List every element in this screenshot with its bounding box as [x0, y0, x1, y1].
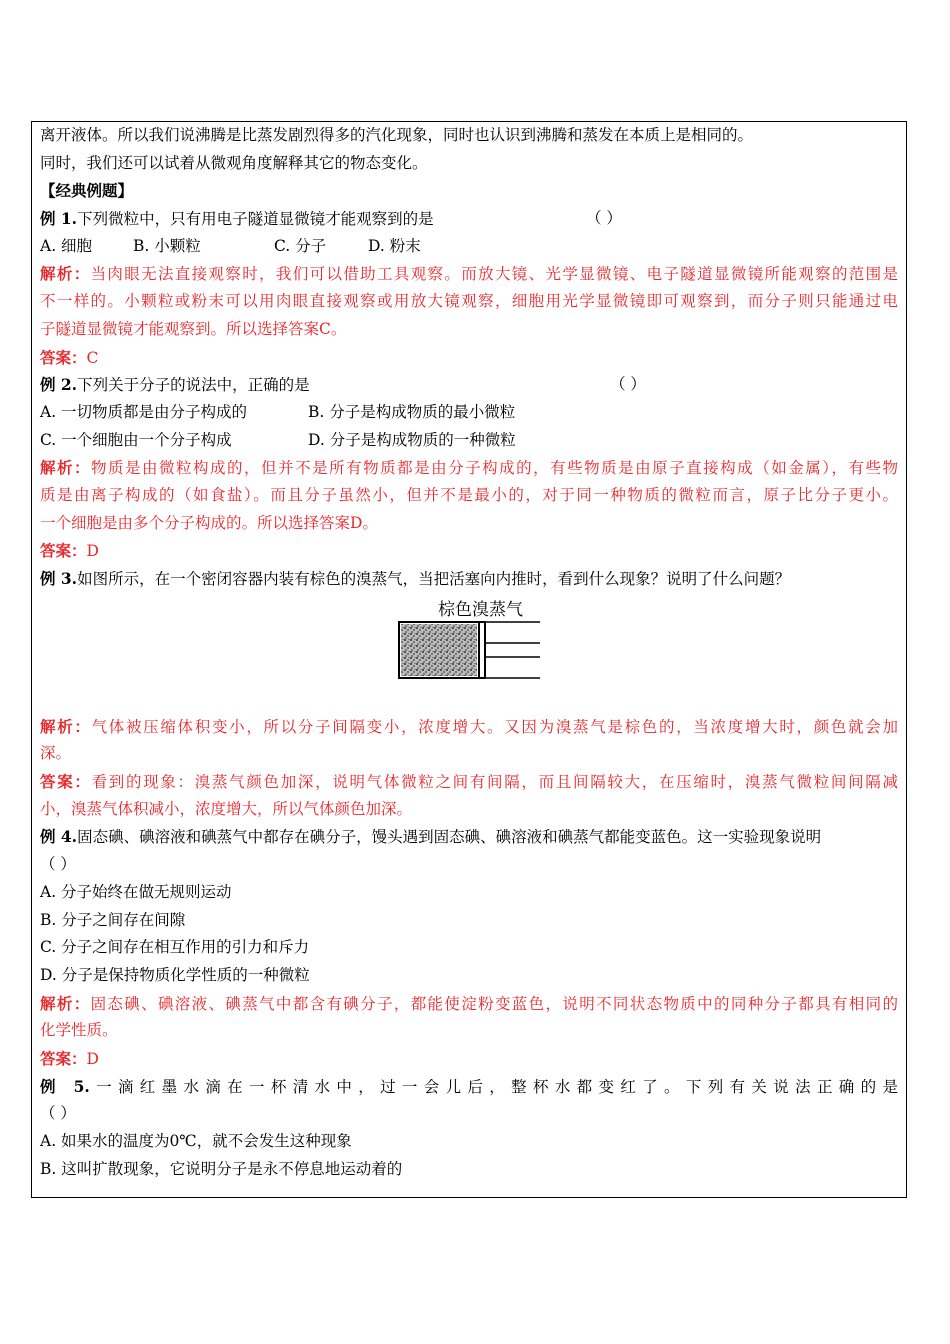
ex1-analysis-label: 解析：	[40, 264, 91, 284]
ex4-answer-value: D	[86, 1049, 99, 1068]
ex2-answer	[40, 537, 898, 565]
ex4-answer	[40, 1045, 898, 1073]
ex5-label: 例 5.	[40, 1076, 90, 1096]
ex1-option-a: A. 细胞	[40, 236, 93, 255]
ex4-option-a: A. 分子始终在做无规则运动	[40, 882, 232, 901]
ex4-answer-label: 答案：	[40, 1048, 87, 1068]
ex5-option-b: B. 这叫扩散现象，它说明分子是永不停息地运动着的	[40, 1159, 403, 1178]
ex4-question-text: 固态碘、碘溶液和碘蒸气中都存在碘分子，馒头遇到固态碘、碘溶液和碘蒸气都能变蓝色。这一实验现象说明	[77, 828, 822, 847]
ex3-analysis-line-2: 深。	[40, 744, 72, 763]
ex1-label: 例 1.	[40, 209, 78, 229]
ex2-options-row-2	[40, 427, 898, 455]
ex1-question	[40, 205, 898, 233]
ex1-question-text: 下列微粒中，只有用电子隧道显微镜才能观察到的是	[77, 210, 434, 229]
document-body	[40, 122, 898, 1183]
ex2-option-c: C. 一个细胞由一个分子构成	[40, 430, 232, 449]
ex4-option-c: C. 分子之间存在相互作用的引力和斥力	[40, 938, 310, 957]
ex2-analysis-label: 解析：	[40, 458, 92, 478]
ex1-option-b: B. 小颗粒	[133, 236, 201, 255]
ex4-analysis-line-2: 化学性质。	[40, 1021, 118, 1040]
ex4-question	[40, 823, 898, 851]
ex2-answer-value: D	[86, 542, 99, 561]
ex4-analysis-label: 解析：	[40, 993, 91, 1013]
ex3-answer-line-1	[40, 768, 898, 796]
ex2-option-a: A. 一切物质都是由分子构成的	[40, 402, 248, 421]
ex3-analysis-text-1: 气体被压缩体积变小，所以分子间隔变小，浓度增大。又因为溴蒸气是棕色的，当浓度增大时，颜色就会加	[91, 717, 898, 736]
ex3-question	[40, 565, 898, 593]
ex1-analysis-line-3: 子隧道显微镜才能观察到。所以选择答案C。	[40, 319, 347, 338]
figure-label: 棕色溴蒸气	[438, 599, 523, 620]
ex2-question-text: 下列关于分子的说法中，正确的是	[77, 376, 310, 395]
ex2-analysis-text-1: 物质是由微粒构成的，但并不是所有物质都是由分子构成的，有些物质是由原子直接构成（如金属），有些物	[91, 459, 898, 478]
ex1-answer-value: C	[86, 348, 99, 367]
piston-head	[479, 622, 485, 678]
ex3-answer-text-1: 看到的现象：溴蒸气颜色加深，说明气体微粒之间有间隔，而且间隔较大，在压缩时，溴蒸气微粒间间隔减	[91, 773, 898, 792]
ex4-option-d: D. 分子是保持物质化学性质的一种微粒	[40, 965, 310, 984]
ex3-answer-line-2: 小，溴蒸气体积减小，浓度增大，所以气体颜色加深。	[40, 799, 413, 818]
ex1-options	[40, 233, 898, 261]
ex5-answer-paren: （ ）	[40, 1104, 76, 1123]
bromine-vapor-figure	[40, 593, 898, 713]
ex2-options-row-1	[40, 399, 898, 427]
ex1-answer-label: 答案：	[40, 347, 87, 367]
ex5-option-a: A. 如果水的温度为0℃，就不会发生这种现象	[40, 1132, 352, 1150]
ex4-analysis-text-1: 固态碘、碘溶液、碘蒸气中都含有碘分子，都能使淀粉变蓝色，说明不同状态物质中的同种分子都具有相同的	[90, 994, 898, 1013]
ex2-label: 例 2.	[40, 375, 78, 395]
ex3-analysis-line-1	[40, 713, 898, 741]
ex2-analysis-line-1	[40, 454, 898, 482]
ex2-answer-paren: （ ）	[610, 375, 646, 394]
ex4-answer-paren: （ ）	[40, 855, 76, 874]
ex3-answer-label: 答案：	[40, 772, 92, 792]
ex2-option-d: D. 分子是构成物质的一种微粒	[308, 430, 516, 449]
ex3-question-text: 如图所示，在一个密闭容器内装有棕色的溴蒸气，当把活塞向内推时，看到什么现象？说明了什么问题？	[77, 570, 791, 588]
ex1-answer	[40, 344, 898, 372]
ex3-label: 例 3.	[40, 569, 78, 588]
ex1-analysis-text-1: 当肉眼无法直接观察时，我们可以借助工具观察。而放大镜、光学显微镜、电子隧道显微镜所能观察的范围是	[90, 265, 898, 284]
ex3-analysis-label: 解析：	[40, 716, 92, 736]
intro-line-2: 同时，我们还可以试着从微观角度解释其它的物态变化。	[40, 153, 428, 172]
ex4-analysis-line-1	[40, 990, 898, 1018]
ex1-option-d: D. 粉末	[368, 236, 421, 255]
ex5-question	[40, 1073, 898, 1101]
ex1-option-c: C. 分子	[274, 236, 327, 255]
ex4-label: 例 4.	[40, 827, 78, 847]
intro-line-1: 离开液体。所以我们说沸腾是比蒸发剧烈得多的汽化现象，同时也认识到沸腾和蒸发在本质上是相同的。	[40, 126, 754, 144]
ex2-option-b: B. 分子是构成物质的最小微粒	[308, 402, 516, 421]
ex1-answer-paren: （ ）	[586, 209, 622, 228]
sealed-container-piston-diagram	[398, 621, 540, 679]
section-title: 【经典例题】	[40, 181, 134, 201]
ex1-analysis-line-1	[40, 260, 898, 288]
ex2-analysis-line-2: 质是由离子构成的（如食盐）。而且分子虽然小，但并不是最小的，对于同一种物质的微粒而言，原子比分子更小。	[40, 485, 898, 504]
ex2-analysis-line-3: 一个细胞是由多个分子构成的。所以选择答案D。	[40, 513, 378, 532]
ex4-option-b: B. 分子之间存在间隙	[40, 910, 186, 929]
ex1-analysis-line-2: 不一样的。小颗粒或粉末可以用肉眼直接观察或用放大镜观察，细胞用光学显微镜即可观察到，而分子则只能通过电	[40, 292, 898, 311]
ex2-answer-label: 答案：	[40, 541, 87, 561]
ex2-question	[40, 371, 898, 399]
ex5-question-text: 一滴红墨水滴在一杯清水中，过一会儿后，整杯水都变红了。下列有关说法正确的是	[89, 1077, 898, 1096]
